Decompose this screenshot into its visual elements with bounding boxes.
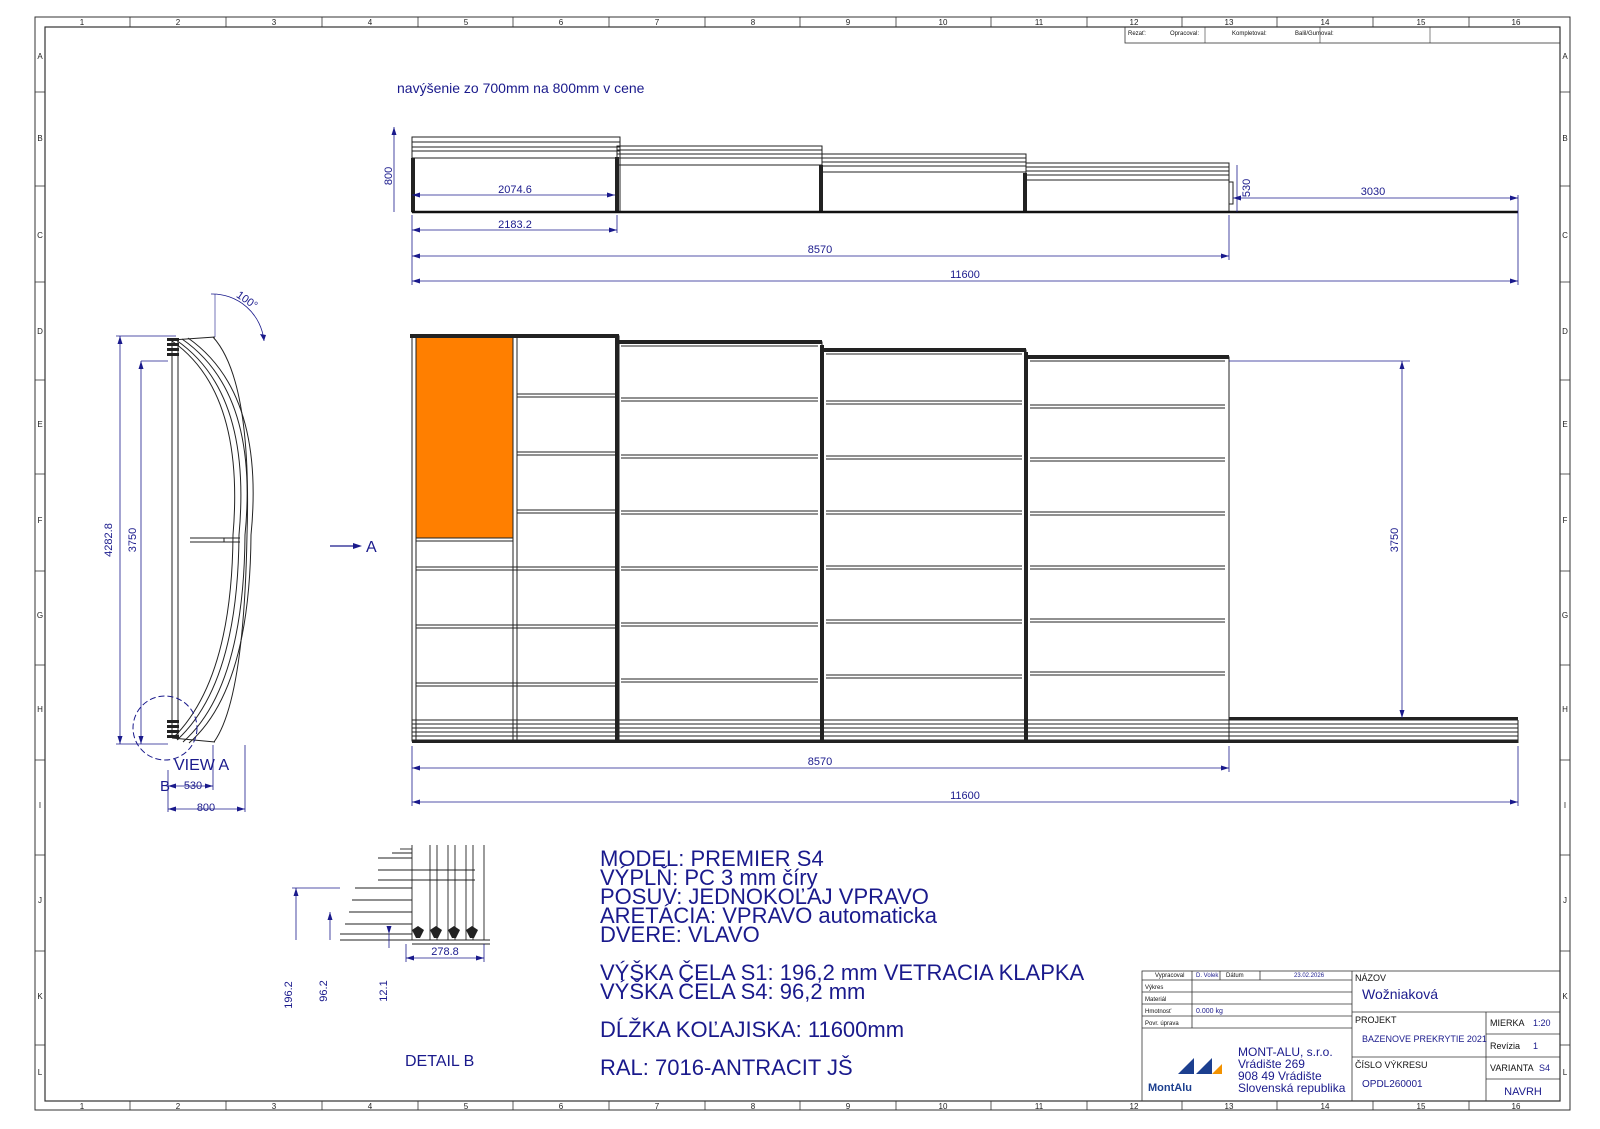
col-label: 15 bbox=[1416, 1102, 1426, 1111]
spec-vyska-s1: VÝŠKA ČELA S1: 196,2 mm VETRACIA KLAPKA bbox=[600, 960, 1085, 985]
dim-8570-plan: 8570 bbox=[807, 756, 833, 768]
col-label: 13 bbox=[1224, 1102, 1234, 1111]
dim-11600-plan: 11600 bbox=[950, 790, 980, 802]
col-label: 2 bbox=[175, 1102, 181, 1111]
side-view bbox=[383, 127, 1518, 285]
col-label: 8 bbox=[750, 18, 756, 27]
title-block bbox=[1142, 971, 1560, 1101]
strip-cell: Opracoval: bbox=[1170, 31, 1200, 37]
row-label: L bbox=[1562, 1068, 1568, 1077]
sheet-frame bbox=[35, 17, 1570, 1110]
col-label: 9 bbox=[845, 1102, 851, 1111]
row-label: D bbox=[1562, 327, 1568, 336]
dim-8570: 8570 bbox=[807, 244, 833, 256]
revizia-label: Revízia bbox=[1490, 1041, 1521, 1051]
col-label: 12 bbox=[1129, 1102, 1139, 1111]
hmotnost-value: 0.000 kg bbox=[1196, 1008, 1223, 1015]
row-label: A bbox=[1562, 52, 1568, 61]
navrh-value: NAVRH bbox=[1504, 1086, 1542, 1098]
row-label: A bbox=[37, 52, 43, 61]
projekt-value: BAZENOVE PREKRYTIE 2021 bbox=[1362, 1034, 1487, 1044]
col-label: 16 bbox=[1511, 1102, 1521, 1111]
row-label: I bbox=[1563, 801, 1567, 810]
varianta-label: VARIANTA bbox=[1490, 1063, 1534, 1073]
col-label: 13 bbox=[1224, 18, 1234, 27]
col-label: 11 bbox=[1034, 1102, 1044, 1111]
col-label: 10 bbox=[938, 18, 948, 27]
dim-800-front: 800 bbox=[196, 802, 216, 814]
row-label: J bbox=[1563, 896, 1567, 905]
company-line: MONT-ALU, s.r.o. bbox=[1238, 1045, 1333, 1059]
montalu-logo bbox=[1148, 1058, 1222, 1094]
col-label: 4 bbox=[367, 18, 373, 27]
row-label: L bbox=[37, 1068, 43, 1077]
col-label: 10 bbox=[938, 1102, 948, 1111]
logo-blue-shape bbox=[1196, 1058, 1212, 1074]
row-label: C bbox=[37, 231, 43, 240]
povr-label: Povr. úprava bbox=[1145, 1021, 1179, 1027]
strip-cell: Rezať: bbox=[1128, 31, 1146, 37]
nazov-value: Wožniaková bbox=[1362, 986, 1439, 1002]
door-panel bbox=[416, 337, 513, 538]
dim-530: 530 bbox=[1241, 178, 1253, 198]
spec-posuv: POSUV: JEDNOKOĽAJ VPRAVO bbox=[600, 884, 929, 909]
dim-800: 800 bbox=[383, 166, 395, 186]
varianta-value: S4 bbox=[1539, 1063, 1551, 1073]
spec-dvere: DVERE: VLAVO bbox=[600, 922, 760, 947]
view-arrow-label: A bbox=[366, 539, 377, 556]
row-label: F bbox=[37, 516, 43, 525]
cislo-label: ČÍSLO VÝKRESU bbox=[1355, 1060, 1428, 1070]
col-label: 15 bbox=[1416, 18, 1426, 27]
col-label: 1 bbox=[79, 18, 85, 27]
cislo-value: OPDL260001 bbox=[1362, 1079, 1423, 1090]
dim-3750-plan: 3750 bbox=[1389, 527, 1401, 553]
dim-196: 196.2 bbox=[283, 981, 295, 1009]
vykres-label: Výkres bbox=[1145, 985, 1164, 991]
view-a-label: VIEW A bbox=[174, 757, 230, 774]
dim-2074: 2074.6 bbox=[498, 184, 532, 196]
row-label: G bbox=[36, 611, 44, 620]
col-label: 14 bbox=[1320, 1102, 1330, 1111]
row-label: B bbox=[37, 134, 43, 143]
row-label: H bbox=[37, 705, 43, 714]
col-label: 11 bbox=[1034, 18, 1044, 27]
col-label: 9 bbox=[845, 18, 851, 27]
strip-cell: Kompletoval: bbox=[1232, 31, 1267, 37]
dim-278: 278.8 bbox=[431, 946, 459, 958]
material-label: Materiál bbox=[1145, 997, 1167, 1003]
view-arrow bbox=[330, 543, 362, 549]
col-label: 8 bbox=[750, 1102, 756, 1111]
company-line: 908 49 Vrádište bbox=[1238, 1069, 1322, 1083]
datum-value: 23.02.2026 bbox=[1294, 973, 1325, 979]
company-line: Slovenská republika bbox=[1238, 1081, 1346, 1095]
row-label: D bbox=[37, 327, 43, 336]
dim-96: 96.2 bbox=[318, 980, 330, 1002]
col-label: 7 bbox=[654, 18, 660, 27]
col-label: 6 bbox=[558, 1102, 564, 1111]
detail-title: DETAIL B bbox=[405, 1053, 475, 1070]
logo-text: MontAlu bbox=[1148, 1082, 1192, 1094]
revizia-value: 1 bbox=[1533, 1041, 1539, 1051]
mierka-label: MIERKA bbox=[1490, 1018, 1525, 1028]
top-strip bbox=[1125, 27, 1560, 43]
front-view bbox=[103, 289, 266, 814]
projekt-label: PROJEKT bbox=[1355, 1015, 1397, 1025]
vypracoval-value: D. Volek bbox=[1196, 973, 1219, 979]
col-label: 5 bbox=[463, 18, 469, 27]
dim-11600: 11600 bbox=[950, 269, 980, 281]
row-label: K bbox=[37, 992, 43, 1001]
note-text: navýšenie zo 700mm na 800mm v cene bbox=[397, 80, 645, 96]
dim-3750-front: 3750 bbox=[127, 527, 139, 553]
hmotnost-label: Hmotnosť bbox=[1145, 1009, 1172, 1015]
col-label: 6 bbox=[558, 18, 564, 27]
vypracoval-label: Vypracoval bbox=[1155, 973, 1185, 979]
dim-12: 12.1 bbox=[378, 980, 390, 1002]
mierka-value: 1:20 bbox=[1533, 1018, 1551, 1028]
col-label: 1 bbox=[79, 1102, 85, 1111]
detail-b-marker: B bbox=[160, 778, 171, 795]
dim-angle: 100° bbox=[233, 289, 260, 312]
dim-2183: 2183.2 bbox=[498, 219, 532, 231]
col-label: 2 bbox=[175, 18, 181, 27]
company-line: Vrádište 269 bbox=[1238, 1057, 1305, 1071]
plan-view bbox=[330, 334, 1518, 806]
spec-aretacia: ARETÁCIA: VPRAVO automaticka bbox=[600, 903, 938, 928]
dim-530-front: 530 bbox=[183, 780, 203, 792]
col-label: 16 bbox=[1511, 18, 1521, 27]
spec-dlzka: DĹŽKA KOĽAJISKA: 11600mm bbox=[600, 1017, 905, 1042]
row-label: C bbox=[1562, 231, 1568, 240]
logo-blue-shape bbox=[1178, 1058, 1194, 1074]
grid-marks bbox=[35, 17, 1570, 1110]
col-label: 3 bbox=[271, 1102, 277, 1111]
col-label: 5 bbox=[463, 1102, 469, 1111]
col-label: 14 bbox=[1320, 18, 1330, 27]
col-label: 12 bbox=[1129, 18, 1139, 27]
spec-ral: RAL: 7016-ANTRACIT JŠ bbox=[600, 1055, 853, 1080]
logo-orange-shape bbox=[1212, 1064, 1222, 1074]
strip-cell: Balil/Gumoval: bbox=[1295, 31, 1334, 37]
col-label: 7 bbox=[654, 1102, 660, 1111]
row-label: E bbox=[37, 420, 43, 429]
datum-label: Dátum bbox=[1226, 973, 1244, 979]
spec-vyska-s4: VÝŠKA ČELA S4: 96,2 mm bbox=[600, 979, 866, 1004]
col-label: 4 bbox=[367, 1102, 373, 1111]
detail-b bbox=[283, 845, 490, 1070]
dim-3030: 3030 bbox=[1360, 186, 1386, 198]
row-label: H bbox=[1562, 705, 1568, 714]
row-label: G bbox=[1561, 611, 1569, 620]
row-label: I bbox=[38, 801, 42, 810]
row-label: J bbox=[38, 896, 42, 905]
spec-vypln: VÝPLŇ: PC 3 mm číry bbox=[600, 865, 818, 890]
row-label: F bbox=[1562, 516, 1568, 525]
dim-4282: 4282.8 bbox=[103, 523, 115, 557]
spec-model: MODEL: PREMIER S4 bbox=[600, 846, 824, 871]
row-label: E bbox=[1562, 420, 1568, 429]
col-label: 3 bbox=[271, 18, 277, 27]
spec-block bbox=[600, 846, 1085, 1080]
nazov-label: NÁZOV bbox=[1355, 973, 1387, 983]
row-label: B bbox=[1562, 134, 1568, 143]
row-label: K bbox=[1562, 992, 1568, 1001]
